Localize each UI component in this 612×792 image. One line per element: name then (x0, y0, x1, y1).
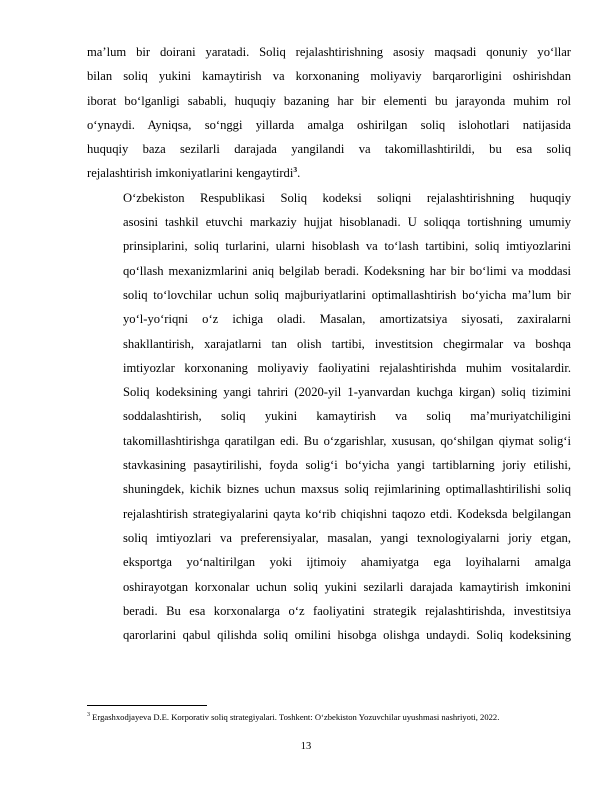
text-line: bilan soliq yukini kamaytirish va korxonaning moliyaviy barqarorligini oshirishdan (87, 69, 571, 84)
footnote-text: Ergashxodjayeva D.E. Korporativ soliq strategiyalari. Toshkent: O‘zbekiston Yozuvchilar uyushmasi nashriyoti, 2022. (90, 712, 500, 722)
text-fragment: rejalashtirish imkoniyatlarini kengaytirdi (87, 166, 294, 181)
footnote-reference[interactable]: 3 (293, 165, 298, 175)
footnote-divider (87, 705, 207, 706)
text-line: qo‘llash mexanizmlarini aniq belgilab beradi. Kodeksning har bir bo‘limi va moddasi (123, 263, 571, 278)
text-line: yo‘l-yo‘riqni o‘z ichiga oladi. Masalan, amortizatsiya siyosati, zaxiralarni (123, 312, 571, 327)
page-number: 13 (300, 741, 312, 752)
text-line: shakllantirish, xarajatlarni tan olish tartibi, investitsion chegirmalar va boshqa (123, 336, 571, 351)
text-line: shuningdek, kichik biznes uchun maxsus soliq rejimlarining optimallashtirilishi soliq (123, 482, 571, 497)
text-line: beradi. Bu esa korxonalarga o‘z faoliyatini strategik rejalashtirishda, investitsiya (123, 603, 571, 618)
text-line: Soliq kodeksining yangi tahriri (2020-yil 1-yanvardan kuchga kirgan) soliq tizimini (123, 385, 571, 400)
text-line: o‘ynaydi. Ayniqsa, so‘nggi yillarda amalga oshirilgan soliq islohotlari natijasida (87, 117, 571, 132)
text-line: imtiyozlar korxonaning moliyaviy faoliyatini rejalashtirishda muhim vositalardir. (123, 360, 571, 375)
text-line: O‘zbekiston Respublikasi Soliq kodeksi soliqni rejalashtirishning huquqiy (123, 190, 571, 205)
text-line: stavkasining pasaytirilishi, foyda solig‘i bo‘yicha yangi tartiblarning joriy etilishi, (123, 458, 571, 473)
body-text (87, 40, 571, 647)
text-line: iborat bo‘lganligi sababli, huquqiy bazaning har bir elementi bu jarayonda muhim rol (87, 93, 571, 108)
text-line: soliq to‘lovchilar uchun soliq majburiyatlarini optimallashtirish bo‘yicha ma’lum bir (123, 287, 571, 302)
text-line: asosini tashkil etuvchi markaziy hujjat hisoblanadi. U soliqqa tortishning umumiy (123, 215, 571, 230)
text-line: qarorlarini qabul qilishda soliq omilini hisobga olishga undaydi. Soliq kodeksining (123, 628, 571, 643)
text-fragment: . (297, 166, 301, 181)
text-line: prinsiplarini, soliq turlarini, ularni hisoblash va to‘lash tartibini, soliq imtiyozlarini (123, 239, 571, 254)
footnote-number: 3 (87, 712, 90, 719)
paragraph-1 (87, 40, 571, 186)
text-line (87, 161, 571, 185)
footnote (87, 712, 577, 723)
text-line: takomillashtirishga qaratilgan edi. Bu o‘zgarishlar, xususan, qo‘shilgan qiymat solig‘i (123, 433, 571, 448)
text-line: soliq imtiyozlari va preferensiyalar, masalan, yangi texnologiyalarni joriy etgan, (123, 530, 571, 545)
text-line: ma’lum bir doirani yaratadi. Soliq rejalashtirishning asosiy maqsadi qonuniy yo‘llar (87, 45, 571, 59)
text-line: soddalashtirish, soliq yukini kamaytirish va soliq ma’muriyatchiligini (123, 409, 571, 424)
text-line: huquqiy baza sezilarli darajada yangilandi va takomillashtirildi, bu esa soliq (87, 142, 571, 157)
text-line: rejalashtirish strategiyalarini qayta ko‘rib chiqishni taqozo etdi. Kodeksda belgilangan (123, 506, 571, 521)
text-line: oshirayotgan korxonalar uchun soliq yukini sezilarli darajada kamaytirish imkonini (123, 579, 571, 594)
paragraph-2 (87, 186, 571, 648)
text-line: eksportga yo‘naltirilgan yoki ijtimoiy ahamiyatga ega loyihalarni amalga (123, 555, 571, 570)
